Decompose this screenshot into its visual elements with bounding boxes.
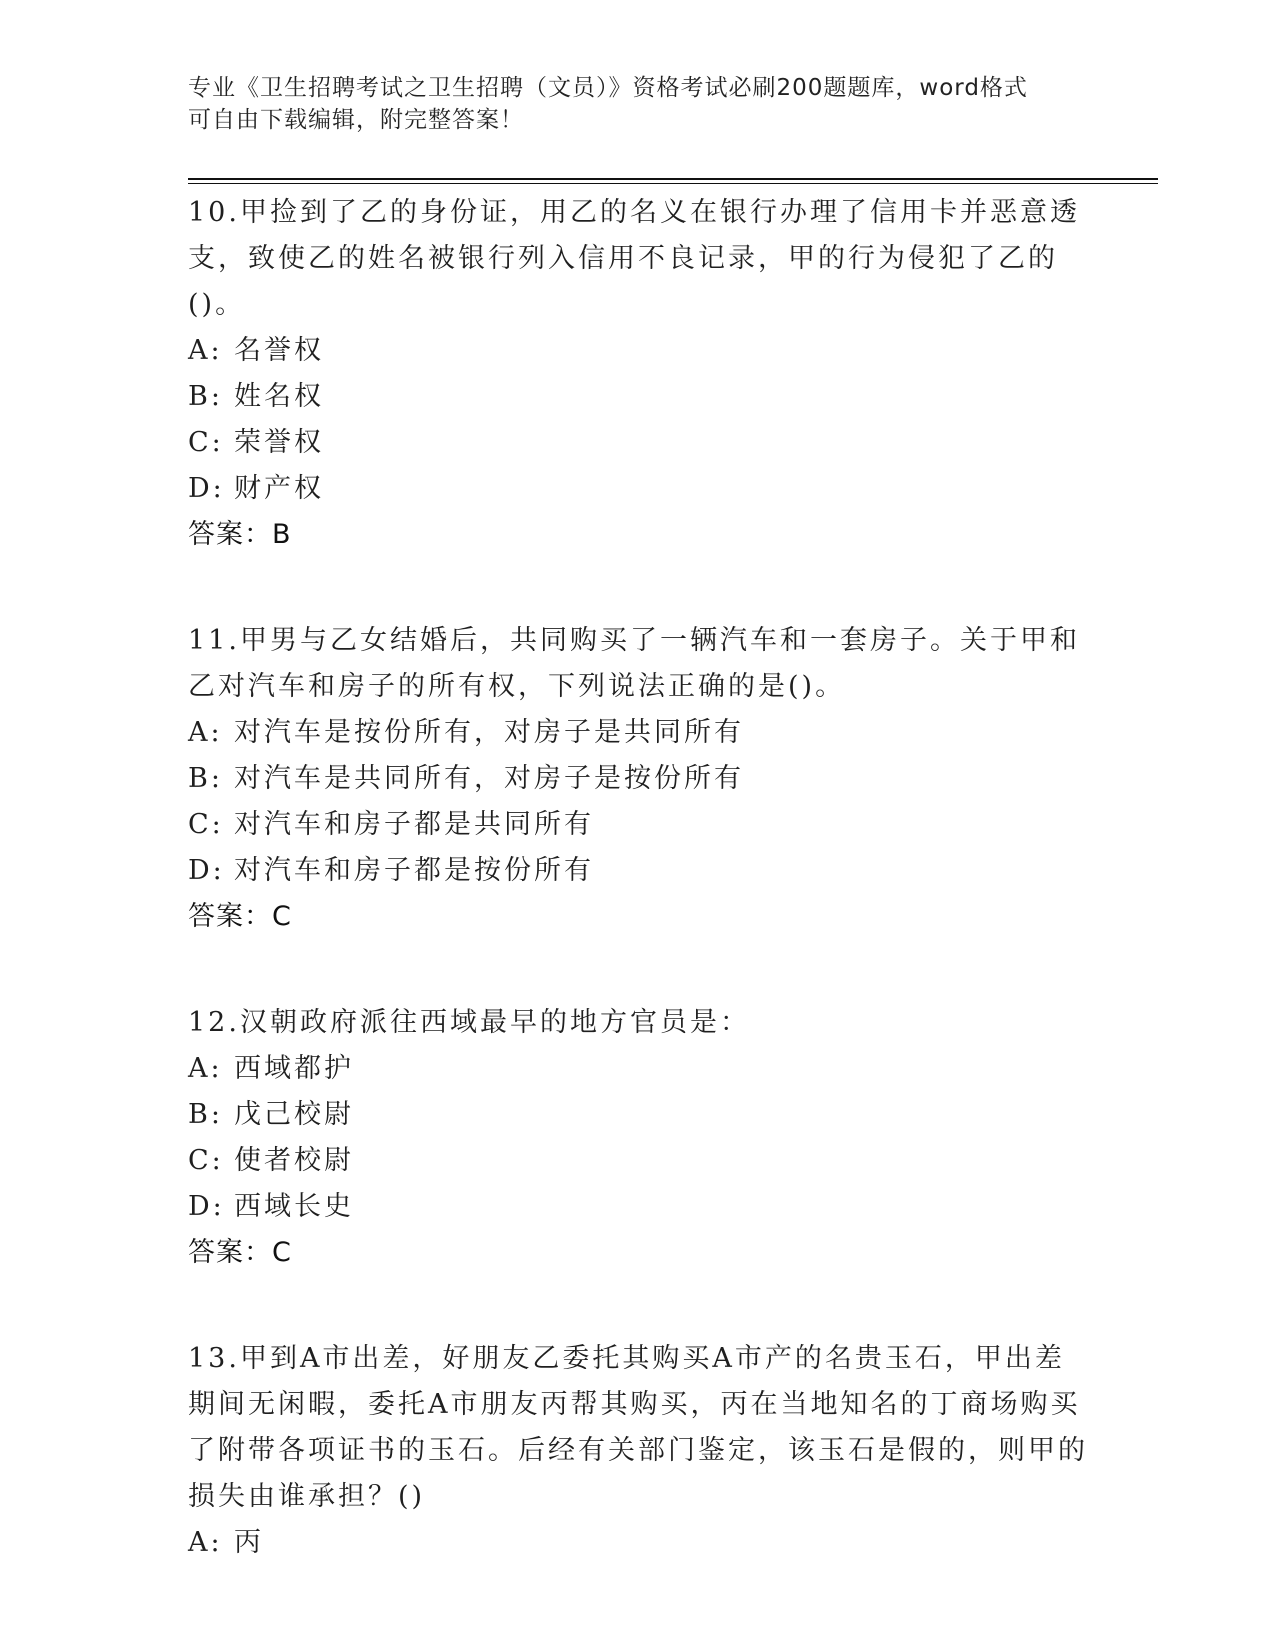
option-text: 西域长史 — [234, 1191, 354, 1222]
option-letter: C: — [188, 1145, 224, 1176]
option-text: 对汽车和房子都是共同所有 — [234, 809, 594, 840]
option-text: 丙 — [234, 1527, 264, 1558]
answer-line: 答案：B — [188, 519, 292, 550]
option-text: 戊己校尉 — [234, 1099, 354, 1130]
option-c — [188, 802, 1088, 848]
option-letter: C: — [188, 427, 224, 458]
question-text: 13.甲到A市出差，好朋友乙委托其购买A市产的名贵玉石，甲出差期间无闲暇，委托A市朋友丙帮其购买，丙在当地知名的丁商场购买了附带各项证书的玉石。后经有关部门鉴定，该玉石是假的，则甲的损失由谁承担？() — [188, 1343, 1088, 1512]
option-letter: D: — [188, 855, 225, 886]
option-a — [188, 328, 1088, 374]
option-letter: A: — [188, 1053, 223, 1084]
option-b — [188, 756, 1088, 802]
option-letter: D: — [188, 1191, 225, 1222]
option-text: 姓名权 — [234, 381, 324, 412]
option-text: 西域都护 — [234, 1053, 354, 1084]
option-letter: A: — [188, 335, 223, 366]
option-d — [188, 466, 1088, 512]
option-d — [188, 1184, 1088, 1230]
question-text: 10.甲捡到了乙的身份证，用乙的名义在银行办理了信用卡并恶意透支，致使乙的姓名被银行列入信用不良记录，甲的行为侵犯了乙的()。 — [188, 197, 1080, 320]
option-text: 对汽车和房子都是按份所有 — [234, 855, 594, 886]
question-text: 12.汉朝政府派往西域最早的地方官员是： — [188, 1007, 750, 1038]
question-11 — [188, 618, 1088, 940]
option-c — [188, 420, 1088, 466]
question-gap — [188, 1300, 1088, 1336]
header-line-2: 可自由下载编辑，附完整答案！ — [188, 107, 524, 133]
option-letter: B: — [188, 381, 223, 412]
option-letter: A: — [188, 1527, 223, 1558]
option-a — [188, 1520, 1088, 1566]
option-letter: C: — [188, 809, 224, 840]
option-d — [188, 848, 1088, 894]
option-text: 名誉权 — [234, 335, 324, 366]
option-letter: B: — [188, 763, 223, 794]
header-rule-thick — [188, 178, 1158, 180]
option-c — [188, 1138, 1088, 1184]
header-rule-thin — [188, 183, 1158, 184]
question-gap — [188, 964, 1088, 1000]
question-text: 11.甲男与乙女结婚后，共同购买了一辆汽车和一套房子。关于甲和乙对汽车和房子的所有权，下列说法正确的是()。 — [188, 625, 1080, 702]
question-10 — [188, 190, 1088, 558]
header-line-1: 专业《卫生招聘考试之卫生招聘（文员）》资格考试必刷200题题库，word格式 — [188, 75, 1028, 101]
option-text: 荣誉权 — [234, 427, 324, 458]
option-text: 对汽车是按份所有，对房子是共同所有 — [234, 717, 744, 748]
option-letter: A: — [188, 717, 223, 748]
document-header — [188, 72, 1068, 136]
option-a — [188, 710, 1088, 756]
question-13 — [188, 1336, 1088, 1566]
answer-line: 答案：C — [188, 1237, 292, 1268]
option-letter: B: — [188, 1099, 223, 1130]
option-text: 对汽车是共同所有，对房子是按份所有 — [234, 763, 744, 794]
option-b — [188, 374, 1088, 420]
answer-line: 答案：C — [188, 901, 292, 932]
question-12 — [188, 1000, 1088, 1276]
option-text: 使者校尉 — [234, 1145, 354, 1176]
option-b — [188, 1092, 1088, 1138]
question-gap — [188, 582, 1088, 618]
question-list — [188, 190, 1088, 1590]
option-a — [188, 1046, 1088, 1092]
option-letter: D: — [188, 473, 225, 504]
option-text: 财产权 — [234, 473, 324, 504]
